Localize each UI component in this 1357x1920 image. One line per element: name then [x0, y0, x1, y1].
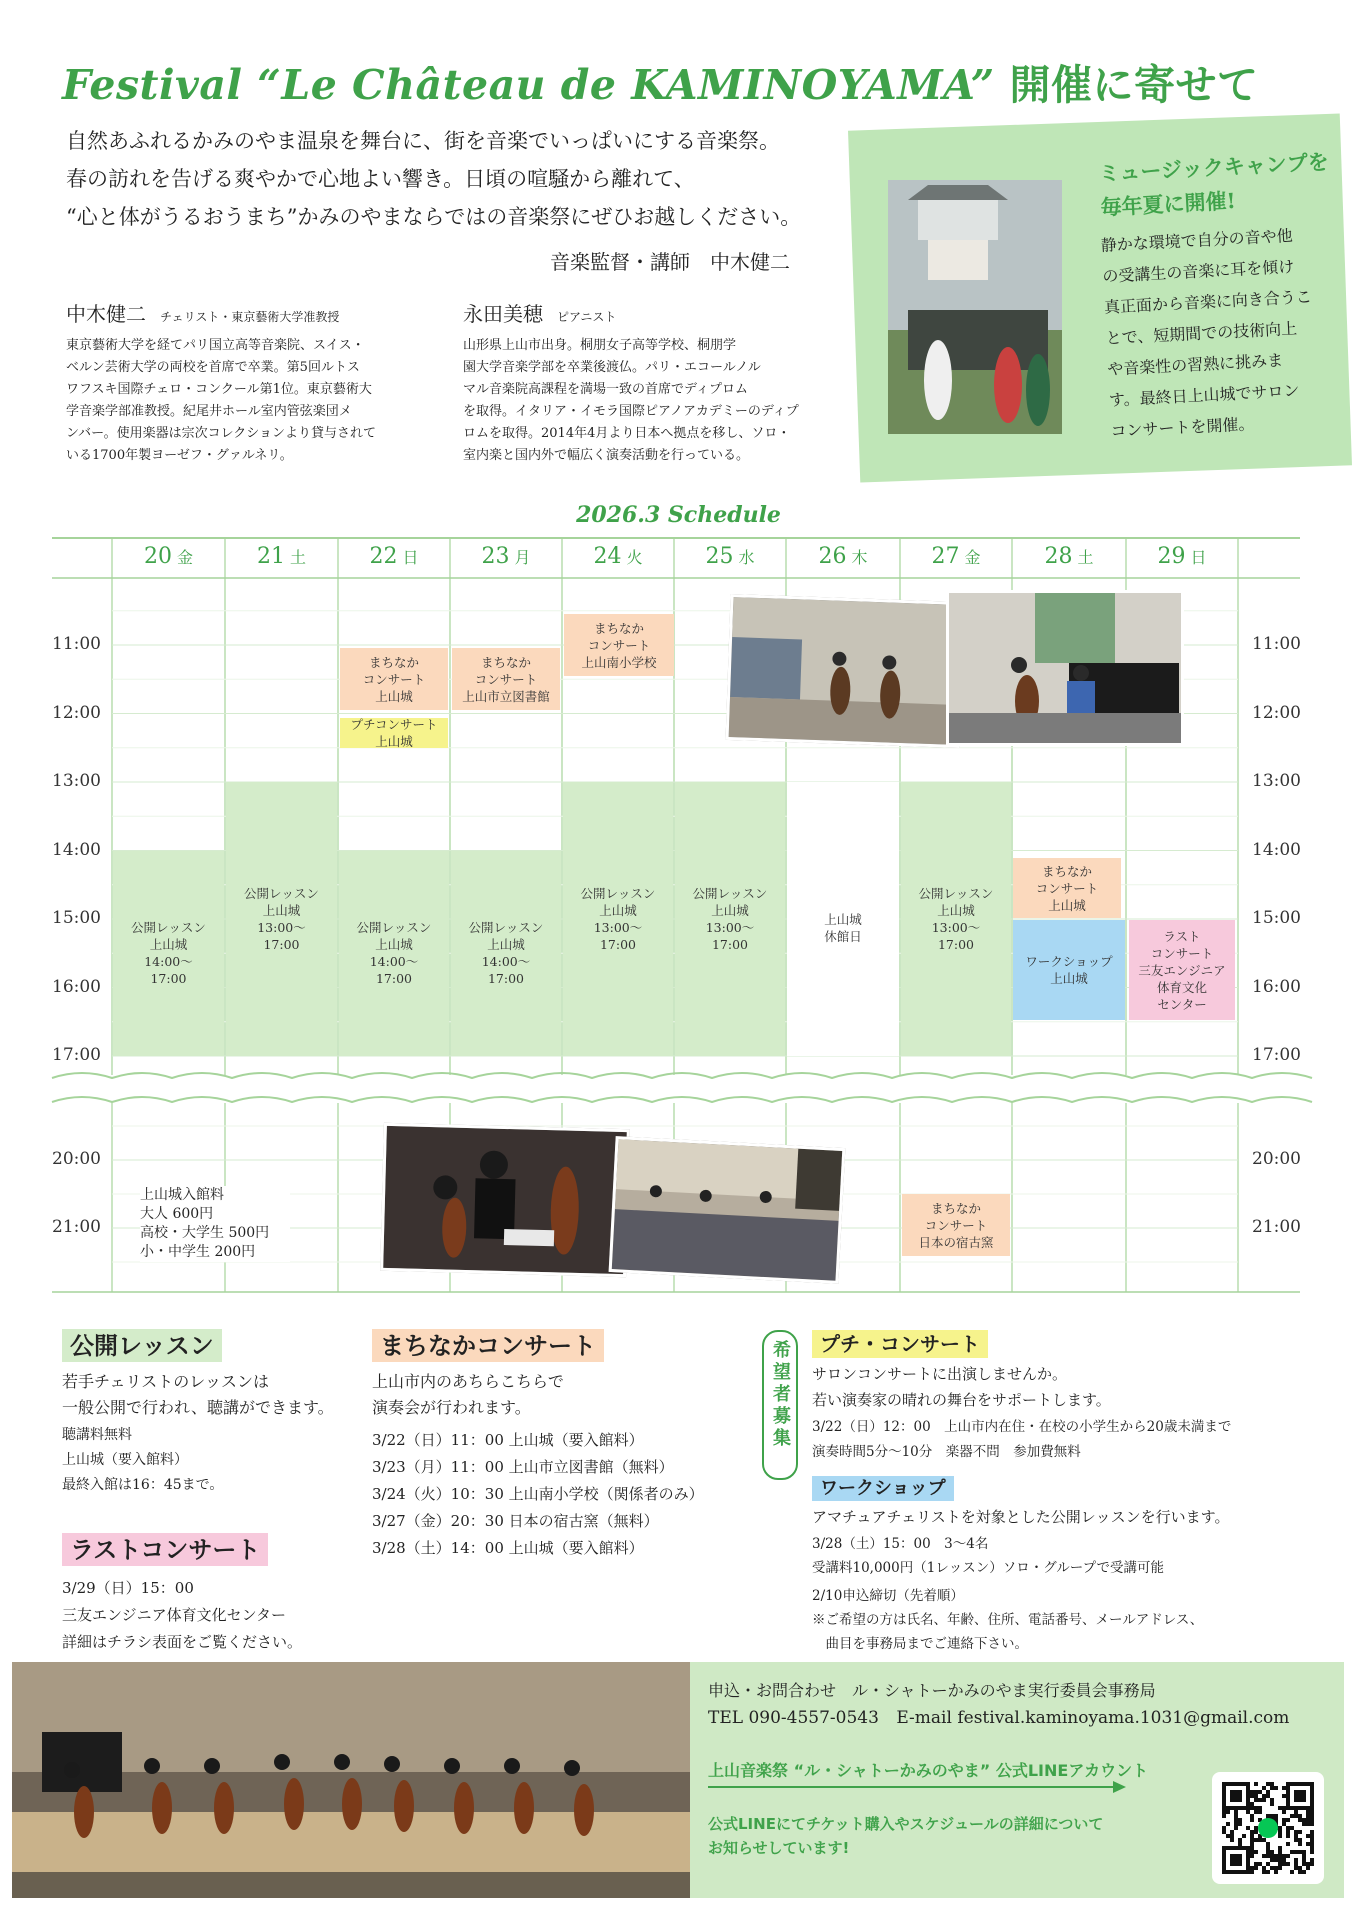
event-machinaka-23[interactable]: [452, 648, 560, 710]
day-header: [225, 544, 338, 569]
section-heading: ラストコンサート: [62, 1533, 268, 1566]
lesson-label: 上山城 休館日: [824, 912, 862, 944]
section-heading: プチ・コンサート: [812, 1330, 988, 1358]
concert-list-item: 3/23（月）11：00 上山市立図書館（無料）: [372, 1458, 674, 1476]
day-of-week: 日: [1185, 548, 1207, 567]
section-line: 三友エンジニア体育文化センター: [62, 1606, 287, 1624]
email-address[interactable]: festival.kaminoyama.1031@gmail.com: [957, 1708, 1290, 1728]
camp-line: の受講生の音楽に耳を傾け: [1101, 256, 1295, 286]
day-number: 20: [143, 544, 172, 569]
bio-line: いる1700年製ヨーゼフ・グァルネリ。: [66, 448, 293, 463]
lesson-label: 公開レッスン 上山城 13:00〜 17:00: [244, 886, 319, 952]
time-label-left: 16:00: [52, 976, 101, 997]
event-label: まちなか コンサート 上山市立図書館: [462, 654, 550, 704]
day-number: 22: [369, 544, 398, 569]
line-account-desc: [708, 1812, 1103, 1860]
admission-line: 大人 600円: [140, 1206, 214, 1222]
section-line: 受講料10,000円（1レッスン）ソロ・グループで受講可能: [812, 1560, 1165, 1576]
section-line: 演奏時間5分〜10分 楽器不問 参加費無料: [812, 1444, 1081, 1460]
day-of-week: 土: [284, 548, 307, 567]
section-line: 3/28（土）15：00 3〜4名: [812, 1536, 989, 1552]
camp-title-line: ミュージックキャンプを: [1098, 148, 1330, 186]
time-label-left: 21:00: [52, 1217, 101, 1237]
public-lesson-block[interactable]: [451, 851, 561, 1057]
time-label-right: 11:00: [1252, 634, 1301, 654]
day-header: [338, 544, 450, 569]
bio-line: 東京藝術大学を経てパリ国立高等音楽院、スイス・: [66, 338, 365, 353]
day-number: 25: [705, 544, 734, 569]
bio-line: 学音楽学部准教授。紀尾井ホール室内管弦楽団メ: [66, 404, 352, 419]
photo-cello-ensemble: [12, 1662, 690, 1898]
time-label-right: 15:00: [1252, 908, 1301, 928]
event-petit-22[interactable]: [340, 718, 448, 748]
time-label-left: 20:00: [52, 1149, 101, 1169]
tel-number[interactable]: 090-4557-0543: [748, 1708, 879, 1728]
event-label: まちなか コンサート 上山城: [362, 654, 426, 704]
event-label: まちなか コンサート 上山南小学校: [581, 620, 657, 670]
camp-text: [1100, 219, 1319, 447]
day-number: 24: [593, 544, 622, 569]
section-line: 上山城（要入館料）: [62, 1452, 188, 1468]
bio-nagata: [463, 298, 823, 467]
section-line: ※ご希望の方は氏名、年齢、住所、電話番号、メールアドレス、: [812, 1612, 1204, 1628]
section-line: サロンコンサートに出演しませんか。: [812, 1365, 1068, 1383]
schedule-grid: [0, 530, 1357, 1300]
camp-title-line: 毎年夏に開催!: [1099, 187, 1237, 220]
bio-line: マル音楽院高課程を満場一致の首席でディプロム: [463, 382, 748, 397]
camp-title: [1098, 145, 1331, 225]
section-line: 3/29（日）15：00: [62, 1579, 194, 1597]
contact-line: 申込・お問合わせ ル・シャトーかみのやま実行委員会事務局: [708, 1681, 1156, 1700]
day-header: [786, 544, 900, 569]
section-heading: ワークショップ: [812, 1476, 954, 1501]
line-account-title: 上山音楽祭 “ル・シャトーかみのやま” 公式LINEアカウント: [708, 1761, 1149, 1780]
day-header: [1012, 544, 1126, 569]
camp-line: す。最終日上山城でサロン: [1108, 380, 1300, 410]
admission-line: 上山城入館料: [140, 1187, 224, 1203]
event-label: プチコンサート 上山城: [350, 717, 438, 749]
applicants-wanted-badge: [762, 1330, 798, 1480]
day-header: [112, 544, 225, 569]
bio-line: ベルン芸術大学の両校を首席で卒業。第5回ルトス: [66, 360, 360, 375]
public-lesson-block[interactable]: [901, 782, 1011, 1056]
admission-line: 高校・大学生 500円: [140, 1225, 270, 1241]
time-label-right: 12:00: [1252, 702, 1301, 723]
line-desc-line: 公式LINEにてチケット購入やスケジュールの詳細について: [708, 1815, 1104, 1833]
bio-name: 中木健二: [66, 302, 146, 326]
section-last-concert: [62, 1530, 302, 1656]
lesson-label: 公開レッスン 上山城 13:00〜 17:00: [580, 886, 656, 952]
time-label-right: 14:00: [1252, 839, 1301, 860]
event-machinaka-22[interactable]: [340, 648, 448, 710]
intro-line: “心と体がうるおうまち”かみのやまならではの音楽祭にぜひお越しください。: [66, 205, 802, 229]
event-label: まちなか コンサート 上山城: [1035, 863, 1099, 913]
lesson-label: 公開レッスン 上山城 14:00〜 17:00: [356, 920, 432, 987]
section-workshop: [812, 1474, 1229, 1656]
section-line: 若手チェリストのレッスンは: [62, 1372, 270, 1391]
camp-line: や音楽性の習熟に挑みま: [1106, 350, 1284, 379]
bio-line: ロムを取得。2014年4月より日本へ拠点を移し、ソロ・: [463, 426, 791, 441]
public-lesson-block[interactable]: [226, 782, 337, 1056]
day-number: 29: [1157, 544, 1186, 569]
bio-name: 永田美穂: [463, 302, 543, 326]
event-label: まちなか コンサート 日本の宿古窯: [918, 1200, 994, 1250]
time-label-left: 13:00: [52, 771, 101, 791]
line-desc-line: お知らせしています!: [708, 1839, 850, 1857]
concert-list-item: 3/24（火）10：30 上山南小学校（関係者のみ）: [372, 1485, 704, 1503]
day-of-week: 金: [959, 548, 981, 567]
admission-fee: [140, 1186, 290, 1262]
lesson-label: 公開レッスン 上山城 14:00〜 17:00: [468, 920, 544, 987]
event-label: ラスト コンサート 三友エンジニア 体育文化 センター: [1138, 928, 1226, 1012]
title-jp: 開催に寄せて: [1009, 61, 1259, 109]
lesson-label: 公開レッスン 上山城 13:00〜 17:00: [918, 886, 994, 952]
section-heading: まちなかコンサート: [372, 1329, 604, 1362]
section-line: 3/22（日）12：00 上山市内在住・在校の小学生から20歳未満まで: [812, 1419, 1232, 1435]
day-of-week: 日: [397, 548, 419, 567]
bio-text: [66, 335, 426, 467]
day-of-week: 土: [1072, 548, 1094, 567]
contact-panel: [690, 1662, 1344, 1898]
section-line: 曲目を事務局までご連絡下さい。: [812, 1636, 1028, 1652]
day-of-week: 水: [733, 548, 755, 567]
section-line: 若い演奏家の晴れの舞台をサポートします。: [812, 1391, 1111, 1409]
day-of-week: 火: [621, 548, 643, 567]
intro-line: 自然あふれるかみのやま温泉を舞台に、街を音楽でいっぱいにする音楽祭。: [66, 129, 780, 153]
photo-lesson: [380, 1123, 630, 1277]
public-lesson-block[interactable]: [675, 782, 785, 1056]
section-heading: 公開レッスン: [62, 1329, 222, 1362]
day-number: 23: [481, 544, 510, 569]
section-line: 聴講料無料: [62, 1427, 132, 1443]
section-petit-concert: [812, 1328, 1231, 1465]
time-label-right: 17:00: [1252, 1045, 1301, 1065]
bio-line: を取得。イタリア・イモラ国際ピアノアカデミーのディプ: [463, 404, 799, 419]
intro-line: 春の訪れを告げる爽やかで心地よい響き。日頃の喧騒から離れて、: [66, 167, 695, 191]
photo-piano-concert: [946, 590, 1184, 746]
contact-tel-email: [708, 1708, 1289, 1728]
day-of-week: 木: [846, 548, 868, 567]
camp-line: とで、短期間での技術向上: [1105, 318, 1298, 348]
arrow-icon: [708, 1780, 1128, 1794]
intro-text: [66, 122, 801, 236]
admission-line: 小・中学生 200円: [140, 1244, 256, 1260]
signature: 音楽監督・講師 中木健二: [550, 250, 790, 274]
lesson-label: 公開レッスン 上山城 13:00〜 17:00: [692, 886, 768, 952]
title-en: Festival “Le Château de KAMINOYAMA”: [62, 61, 995, 109]
time-label-left: 14:00: [52, 839, 101, 860]
section-line: 2/10申込締切（先着順）: [812, 1588, 964, 1604]
day-number: 27: [931, 544, 960, 569]
event-label: ワークショップ 上山城: [1025, 954, 1113, 986]
time-label-right: 20:00: [1252, 1149, 1301, 1169]
bio-nakagi: [66, 298, 426, 467]
day-of-week: 月: [509, 548, 531, 567]
event-machinaka-28[interactable]: [1013, 858, 1121, 918]
section-lesson: [62, 1326, 334, 1498]
bio-line: 園大学音楽学部を卒業後渡仏。パリ・エコールノル: [463, 360, 761, 375]
event-workshop-28[interactable]: [1013, 920, 1125, 1020]
day-number: 28: [1044, 544, 1073, 569]
photo-library-concert: [726, 594, 965, 748]
camp-line: 真正面から音楽に向き合うこ: [1103, 287, 1313, 317]
time-label-left: 17:00: [52, 1045, 101, 1065]
day-number: 21: [256, 544, 285, 569]
section-line: 最終入館は16：45まで。: [62, 1477, 224, 1493]
public-lesson-block[interactable]: [339, 851, 449, 1057]
time-label-left: 15:00: [52, 908, 101, 928]
bio-text: [463, 335, 823, 467]
section-line: 演奏会が行われます。: [372, 1398, 531, 1417]
time-label-right: 16:00: [1252, 976, 1301, 997]
lesson-label: 公開レッスン 上山城 14:00〜 17:00: [131, 920, 206, 987]
camp-photo: [888, 180, 1062, 434]
section-line: 詳細はチラシ表面をご覧ください。: [62, 1633, 303, 1651]
time-label-right: 13:00: [1252, 771, 1301, 791]
bio-line: 山形県上山市出身。桐朋女子高等学校、桐朋学: [463, 338, 737, 353]
time-label-left: 12:00: [52, 702, 101, 723]
event-last-concert-29[interactable]: [1129, 920, 1235, 1020]
section-line: 上山市内のあちらこちらで: [372, 1372, 564, 1391]
day-header: [900, 544, 1012, 569]
day-header: [450, 544, 562, 569]
bio-line: ンバー。使用楽器は宗次コレクションより貸与されて: [66, 426, 377, 441]
day-number: 26: [818, 544, 847, 569]
concert-list-item: 3/22（日）11：00 上山城（要入館料）: [372, 1431, 644, 1449]
camp-line: コンサートを開催。: [1110, 414, 1255, 441]
tel-label: TEL: [708, 1708, 744, 1728]
bio-role: チェリスト・東京藝術大学准教授: [160, 310, 340, 324]
schedule-title: 2026.3 Schedule: [576, 502, 781, 528]
public-lesson-block[interactable]: [113, 851, 224, 1057]
qr-code-icon[interactable]: [1212, 1772, 1324, 1884]
day-header: [674, 544, 786, 569]
bio-line: ワフスキ国際チェロ・コンクール第1位。東京藝術大: [66, 382, 372, 397]
concert-list-item: 3/28（土）14：00 上山城（要入館料）: [372, 1539, 644, 1557]
applicants-wanted-label: 希望者募集: [770, 1340, 791, 1450]
event-machinaka-24[interactable]: [564, 614, 674, 676]
concert-list-item: 3/27（金）20：30 日本の宿古窯（無料）: [372, 1512, 659, 1530]
photo-hall-concert: [609, 1136, 846, 1284]
section-machinaka: [372, 1326, 704, 1562]
time-label-right: 21:00: [1252, 1217, 1301, 1237]
camp-line: 静かな環境で自分の音や他: [1100, 225, 1294, 255]
email-label: E-mail: [896, 1708, 952, 1728]
bio-role: ピアニスト: [557, 310, 617, 324]
event-machinaka-27-night[interactable]: [902, 1194, 1010, 1256]
section-line: 一般公開で行われ、聴講ができます。: [62, 1398, 334, 1417]
bio-line: 室内楽と国内外で幅広く演奏活動を行っている。: [463, 448, 750, 463]
day-of-week: 金: [171, 548, 194, 567]
castle-closed-cell[interactable]: [787, 782, 899, 1056]
public-lesson-block[interactable]: [563, 782, 673, 1056]
page-title: [62, 52, 1258, 111]
section-line: アマチュアチェリストを対象とした公開レッスンを行います。: [812, 1508, 1230, 1526]
day-header: [562, 544, 674, 569]
time-label-left: 11:00: [52, 634, 101, 654]
day-header: [1126, 544, 1238, 569]
